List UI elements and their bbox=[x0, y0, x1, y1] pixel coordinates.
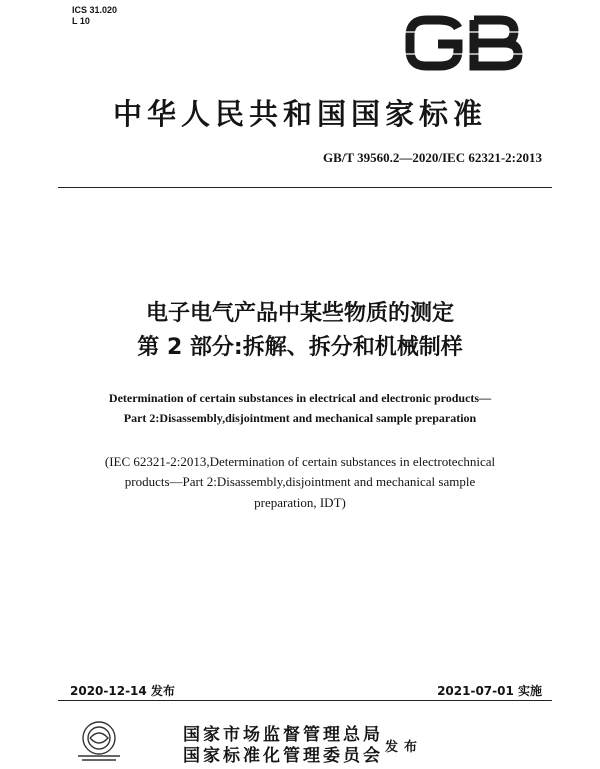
standard-org-title: 中华人民共和国国家标准 bbox=[112, 97, 487, 131]
issuer-line2: 国家标准化管理委员会 bbox=[183, 746, 383, 766]
gb-logo bbox=[404, 14, 526, 72]
ics-code: ICS 31.020 bbox=[72, 5, 118, 15]
iec-reference-line1: (IEC 62321-2:2013,Determination of certain substances in electrotechnical bbox=[104, 454, 496, 469]
chinese-title-line1: 电子电气产品中某些物质的测定 bbox=[145, 301, 454, 326]
english-title-line1: Determination of certain substances in electrical and electronic products— bbox=[108, 391, 492, 405]
publish-label: 发布 bbox=[385, 740, 424, 755]
issuer-seal bbox=[70, 718, 128, 764]
chinese-title-line2: 第 2 部分:拆解、拆分和机械制样 bbox=[137, 335, 463, 360]
header-divider bbox=[58, 187, 552, 188]
standard-number: GB/T 39560.2—2020/IEC 62321-2:2013 bbox=[323, 150, 542, 165]
footer-divider bbox=[58, 700, 552, 701]
issuer-line1: 国家市场监督管理总局 bbox=[183, 725, 383, 745]
iec-reference-line2: products—Part 2:Disassembly,disjointment and mechanical sample bbox=[124, 474, 476, 489]
iec-reference-line3: preparation, IDT) bbox=[254, 495, 346, 510]
english-title-line2: Part 2:Disassembly,disjointment and mechanical sample preparation bbox=[123, 411, 477, 425]
issue-date: 2020-12-14 发布 bbox=[70, 684, 175, 698]
ccs-code: L 10 bbox=[72, 16, 90, 26]
implementation-date: 2021-07-01 实施 bbox=[437, 684, 542, 698]
